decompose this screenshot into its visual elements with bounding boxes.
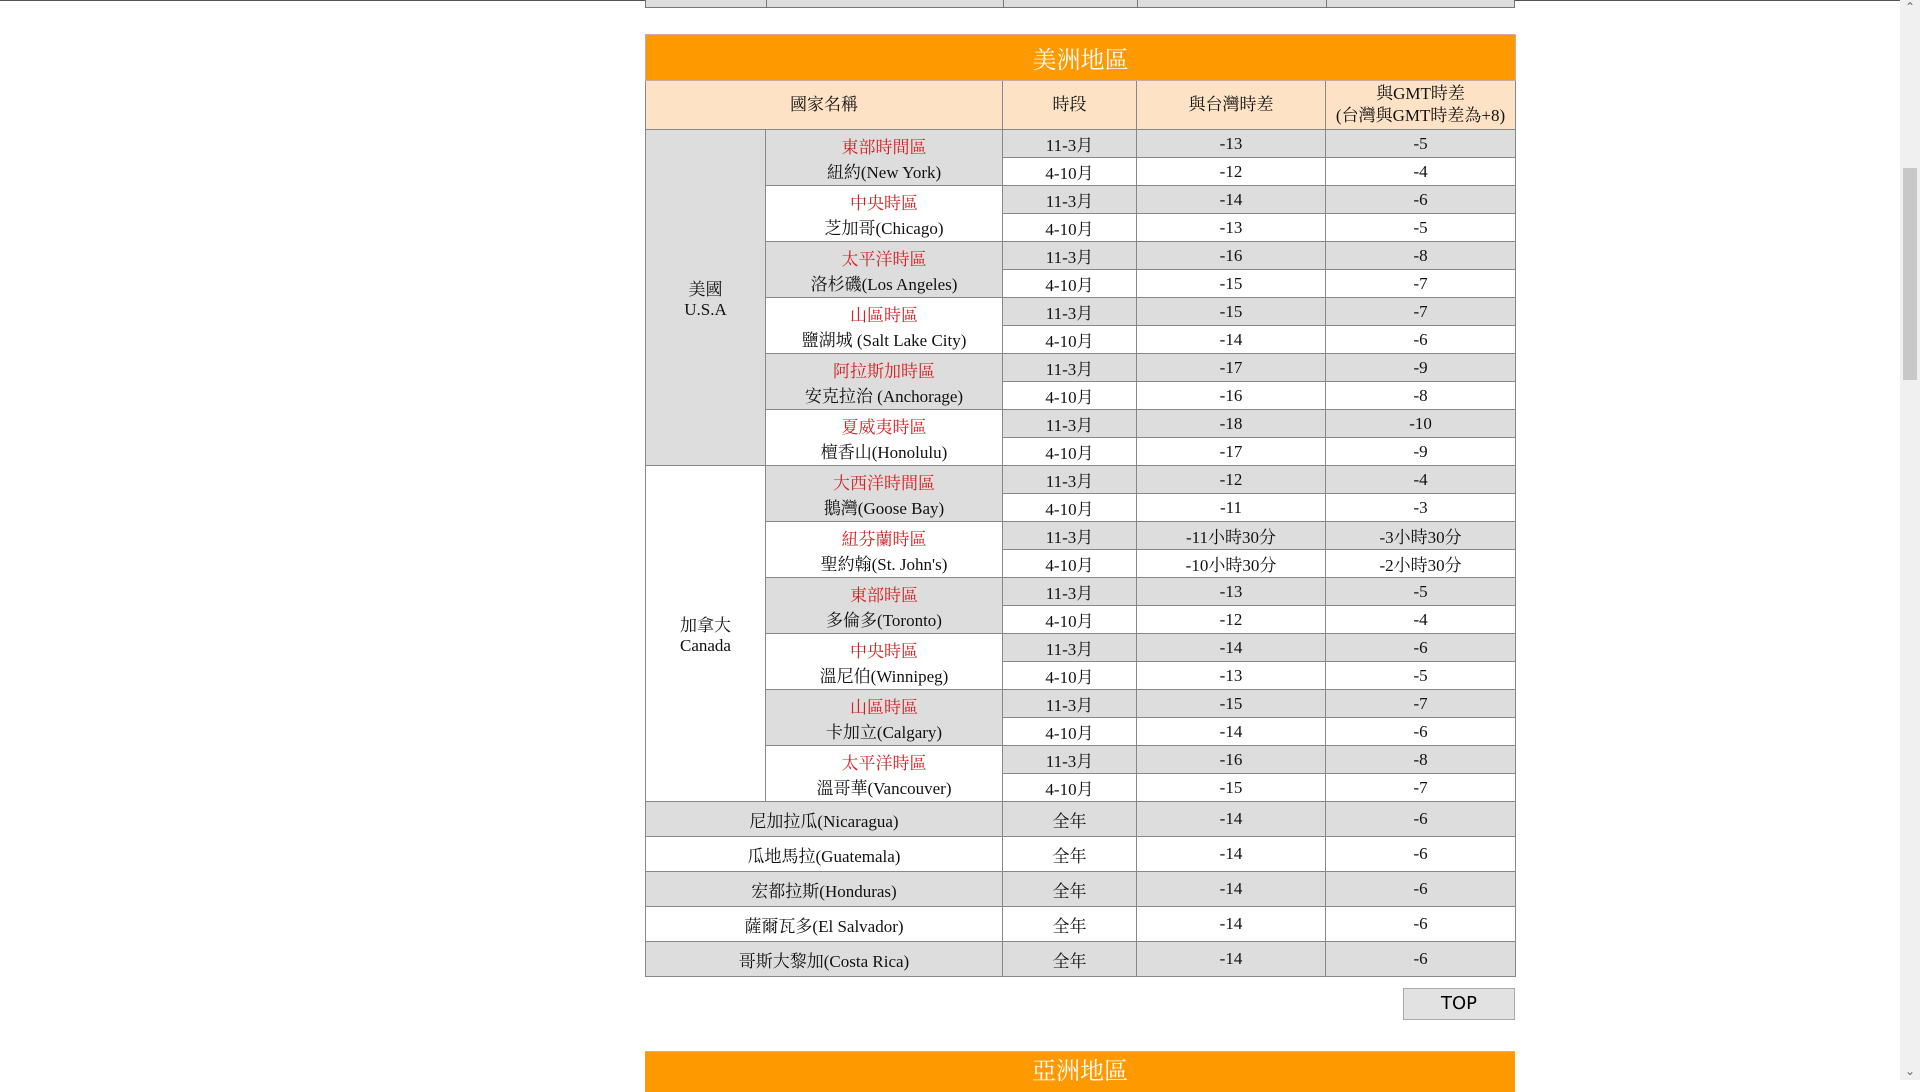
period-cell: 4-10月 — [1003, 662, 1137, 690]
period-cell: 11-3月 — [1003, 130, 1137, 158]
taiwan-diff-cell: -14 — [1137, 837, 1326, 872]
country-cell: 薩爾瓦多(El Salvador) — [646, 907, 1003, 942]
period-cell: 11-3月 — [1003, 690, 1137, 718]
city-name: 溫哥華(Vancouver) — [816, 778, 952, 798]
table-row — [646, 354, 1516, 382]
taiwan-diff-cell: -15 — [1137, 774, 1326, 802]
period-cell: 4-10月 — [1003, 270, 1137, 298]
taiwan-diff-cell: -12 — [1137, 606, 1326, 634]
period-cell: 11-3月 — [1003, 466, 1137, 494]
city-cell — [766, 746, 1003, 802]
gmt-diff-cell: -7 — [1326, 774, 1516, 802]
timezone-name: 太平洋時區 — [841, 753, 927, 773]
scroll-up-icon[interactable]: ⌃ — [1904, 0, 1916, 14]
gmt-diff-cell: -8 — [1326, 242, 1516, 270]
table-row — [646, 466, 1516, 494]
period-cell: 11-3月 — [1003, 522, 1137, 550]
period-cell: 11-3月 — [1003, 354, 1137, 382]
header-period: 時段 — [1003, 81, 1137, 130]
gmt-diff-cell: -5 — [1326, 130, 1516, 158]
table-row — [646, 837, 1516, 872]
period-cell: 4-10月 — [1003, 214, 1137, 242]
gmt-diff-cell: -6 — [1326, 907, 1516, 942]
city-cell — [766, 186, 1003, 242]
period-cell: 4-10月 — [1003, 326, 1137, 354]
taiwan-diff-cell: -14 — [1137, 907, 1326, 942]
period-cell: 全年 — [1003, 942, 1137, 977]
city-cell — [766, 130, 1003, 186]
period-cell: 4-10月 — [1003, 158, 1137, 186]
taiwan-diff-cell: -13 — [1137, 662, 1326, 690]
table-row — [646, 186, 1516, 214]
gmt-diff-cell: -6 — [1326, 186, 1516, 214]
gmt-diff-cell: -7 — [1326, 298, 1516, 326]
timezone-name: 阿拉斯加時區 — [833, 361, 935, 381]
taiwan-diff-cell: -16 — [1137, 242, 1326, 270]
timezone-name: 東部時間區 — [841, 137, 927, 157]
period-cell: 11-3月 — [1003, 578, 1137, 606]
scrollbar-thumb[interactable] — [1903, 168, 1917, 380]
taiwan-diff-cell: -13 — [1137, 214, 1326, 242]
timezone-name: 太平洋時區 — [841, 249, 927, 269]
taiwan-diff-cell: -14 — [1137, 634, 1326, 662]
city-cell — [766, 690, 1003, 746]
country-cell — [646, 466, 766, 802]
period-cell: 全年 — [1003, 837, 1137, 872]
period-cell: 11-3月 — [1003, 746, 1137, 774]
taiwan-diff-cell: -15 — [1137, 270, 1326, 298]
period-cell: 11-3月 — [1003, 410, 1137, 438]
top-button[interactable]: TOP — [1403, 988, 1515, 1020]
gmt-diff-cell: -6 — [1326, 326, 1516, 354]
gmt-diff-cell: -7 — [1326, 270, 1516, 298]
city-name: 多倫多(Toronto) — [826, 610, 942, 630]
city-cell — [766, 298, 1003, 354]
taiwan-diff-cell: -11 — [1137, 494, 1326, 522]
period-cell: 11-3月 — [1003, 298, 1137, 326]
city-name: 溫尼伯(Winnipeg) — [819, 666, 949, 686]
city-name: 鵝灣(Goose Bay) — [823, 498, 945, 518]
gmt-diff-cell: -4 — [1326, 606, 1516, 634]
previous-table-bottom — [645, 0, 1515, 8]
table-row — [646, 130, 1516, 158]
taiwan-diff-cell: -14 — [1137, 802, 1326, 837]
gmt-diff-cell: -3 — [1326, 494, 1516, 522]
timezone-name: 中央時區 — [850, 193, 918, 213]
table-row — [646, 907, 1516, 942]
gmt-diff-cell: -6 — [1326, 837, 1516, 872]
taiwan-diff-cell: -16 — [1137, 746, 1326, 774]
country-name-zh: 加拿大 — [680, 616, 731, 635]
taiwan-diff-cell: -15 — [1137, 298, 1326, 326]
timezone-name: 大西洋時間區 — [833, 473, 935, 493]
city-name: 檀香山(Honolulu) — [820, 442, 948, 462]
taiwan-diff-cell: -14 — [1137, 942, 1326, 977]
taiwan-diff-cell: -14 — [1137, 718, 1326, 746]
timezone-name: 山區時區 — [850, 305, 918, 325]
timezone-name: 東部時區 — [850, 585, 918, 605]
gmt-diff-cell: -6 — [1326, 802, 1516, 837]
section-title: 美洲地區 — [646, 35, 1516, 81]
taiwan-diff-cell: -10小時30分 — [1137, 550, 1326, 578]
country-name-zh: 美國 — [688, 280, 723, 299]
timezone-name: 夏威夷時區 — [841, 417, 927, 437]
period-cell: 4-10月 — [1003, 550, 1137, 578]
period-cell: 4-10月 — [1003, 382, 1137, 410]
table-row — [646, 690, 1516, 718]
period-cell: 4-10月 — [1003, 774, 1137, 802]
period-cell: 4-10月 — [1003, 718, 1137, 746]
country-cell: 瓜地馬拉(Guatemala) — [646, 837, 1003, 872]
timezone-name: 中央時區 — [850, 641, 918, 661]
taiwan-diff-cell: -11小時30分 — [1137, 522, 1326, 550]
period-cell: 11-3月 — [1003, 242, 1137, 270]
taiwan-diff-cell: -13 — [1137, 130, 1326, 158]
taiwan-diff-cell: -15 — [1137, 690, 1326, 718]
gmt-diff-cell: -10 — [1326, 410, 1516, 438]
table-row — [646, 522, 1516, 550]
table-row — [646, 634, 1516, 662]
period-cell: 全年 — [1003, 802, 1137, 837]
gmt-diff-cell: -9 — [1326, 438, 1516, 466]
city-cell — [766, 354, 1003, 410]
city-name: 安克拉治 (Anchorage) — [804, 386, 964, 406]
city-cell — [766, 634, 1003, 690]
table-row — [646, 298, 1516, 326]
city-cell — [766, 466, 1003, 522]
table-row — [646, 578, 1516, 606]
gmt-diff-cell: -5 — [1326, 214, 1516, 242]
table-row — [646, 242, 1516, 270]
gmt-diff-cell: -6 — [1326, 634, 1516, 662]
taiwan-diff-cell: -17 — [1137, 438, 1326, 466]
city-name: 卡加立(Calgary) — [825, 722, 943, 742]
period-cell: 4-10月 — [1003, 438, 1137, 466]
country-cell: 哥斯大黎加(Costa Rica) — [646, 942, 1003, 977]
header-country: 國家名稱 — [646, 81, 1003, 130]
taiwan-diff-cell: -18 — [1137, 410, 1326, 438]
gmt-diff-cell: -2小時30分 — [1326, 550, 1516, 578]
country-name-en: Canada — [680, 636, 731, 655]
scroll-down-icon[interactable]: ⌄ — [1904, 1064, 1916, 1078]
taiwan-diff-cell: -14 — [1137, 186, 1326, 214]
table-row — [646, 942, 1516, 977]
period-cell: 全年 — [1003, 907, 1137, 942]
city-name: 聖約翰(St. John's) — [820, 554, 948, 574]
taiwan-diff-cell: -16 — [1137, 382, 1326, 410]
table-body — [646, 130, 1516, 977]
period-cell: 4-10月 — [1003, 606, 1137, 634]
city-name: 鹽湖城 (Salt Lake City) — [801, 330, 967, 350]
gmt-diff-cell: -6 — [1326, 718, 1516, 746]
period-cell: 4-10月 — [1003, 494, 1137, 522]
timezone-name: 山區時區 — [850, 697, 918, 717]
taiwan-diff-cell: -13 — [1137, 578, 1326, 606]
header-taiwan-diff: 與台灣時差 — [1137, 81, 1326, 130]
table-row — [646, 872, 1516, 907]
table-row — [646, 802, 1516, 837]
gmt-diff-cell: -8 — [1326, 382, 1516, 410]
taiwan-diff-cell: -14 — [1137, 326, 1326, 354]
gmt-diff-cell: -5 — [1326, 578, 1516, 606]
taiwan-diff-cell: -17 — [1137, 354, 1326, 382]
header-gmt-diff — [1326, 81, 1516, 130]
taiwan-diff-cell: -12 — [1137, 158, 1326, 186]
scrollbar[interactable] — [1900, 0, 1920, 1080]
gmt-diff-cell: -7 — [1326, 690, 1516, 718]
gmt-diff-cell: -5 — [1326, 662, 1516, 690]
gmt-diff-cell: -3小時30分 — [1326, 522, 1516, 550]
americas-timezone-table — [645, 34, 1516, 977]
country-cell: 宏都拉斯(Honduras) — [646, 872, 1003, 907]
gmt-diff-cell: -9 — [1326, 354, 1516, 382]
table-row — [646, 746, 1516, 774]
city-cell — [766, 242, 1003, 298]
period-cell: 全年 — [1003, 872, 1137, 907]
timezone-name: 紐芬蘭時區 — [841, 529, 927, 549]
period-cell: 11-3月 — [1003, 634, 1137, 662]
next-section-title: 亞洲地區 — [645, 1051, 1515, 1092]
table-row — [646, 410, 1516, 438]
city-name: 洛杉磯(Los Angeles) — [810, 274, 958, 294]
city-name: 紐約(New York) — [826, 162, 942, 182]
period-cell: 11-3月 — [1003, 186, 1137, 214]
gmt-diff-cell: -8 — [1326, 746, 1516, 774]
gmt-diff-cell: -6 — [1326, 942, 1516, 977]
gmt-diff-cell: -4 — [1326, 158, 1516, 186]
gmt-diff-cell: -6 — [1326, 872, 1516, 907]
city-cell — [766, 522, 1003, 578]
gmt-diff-cell: -4 — [1326, 466, 1516, 494]
city-cell — [766, 410, 1003, 466]
country-cell: 尼加拉瓜(Nicaragua) — [646, 802, 1003, 837]
header-gmt-line2: (台灣與GMT時差為+8) — [1335, 106, 1506, 125]
country-name-en: U.S.A — [684, 300, 727, 319]
taiwan-diff-cell: -14 — [1137, 872, 1326, 907]
country-cell — [646, 130, 766, 466]
header-gmt-line1: 與GMT時差 — [1376, 84, 1465, 103]
city-cell — [766, 578, 1003, 634]
city-name: 芝加哥(Chicago) — [824, 218, 944, 238]
taiwan-diff-cell: -12 — [1137, 466, 1326, 494]
